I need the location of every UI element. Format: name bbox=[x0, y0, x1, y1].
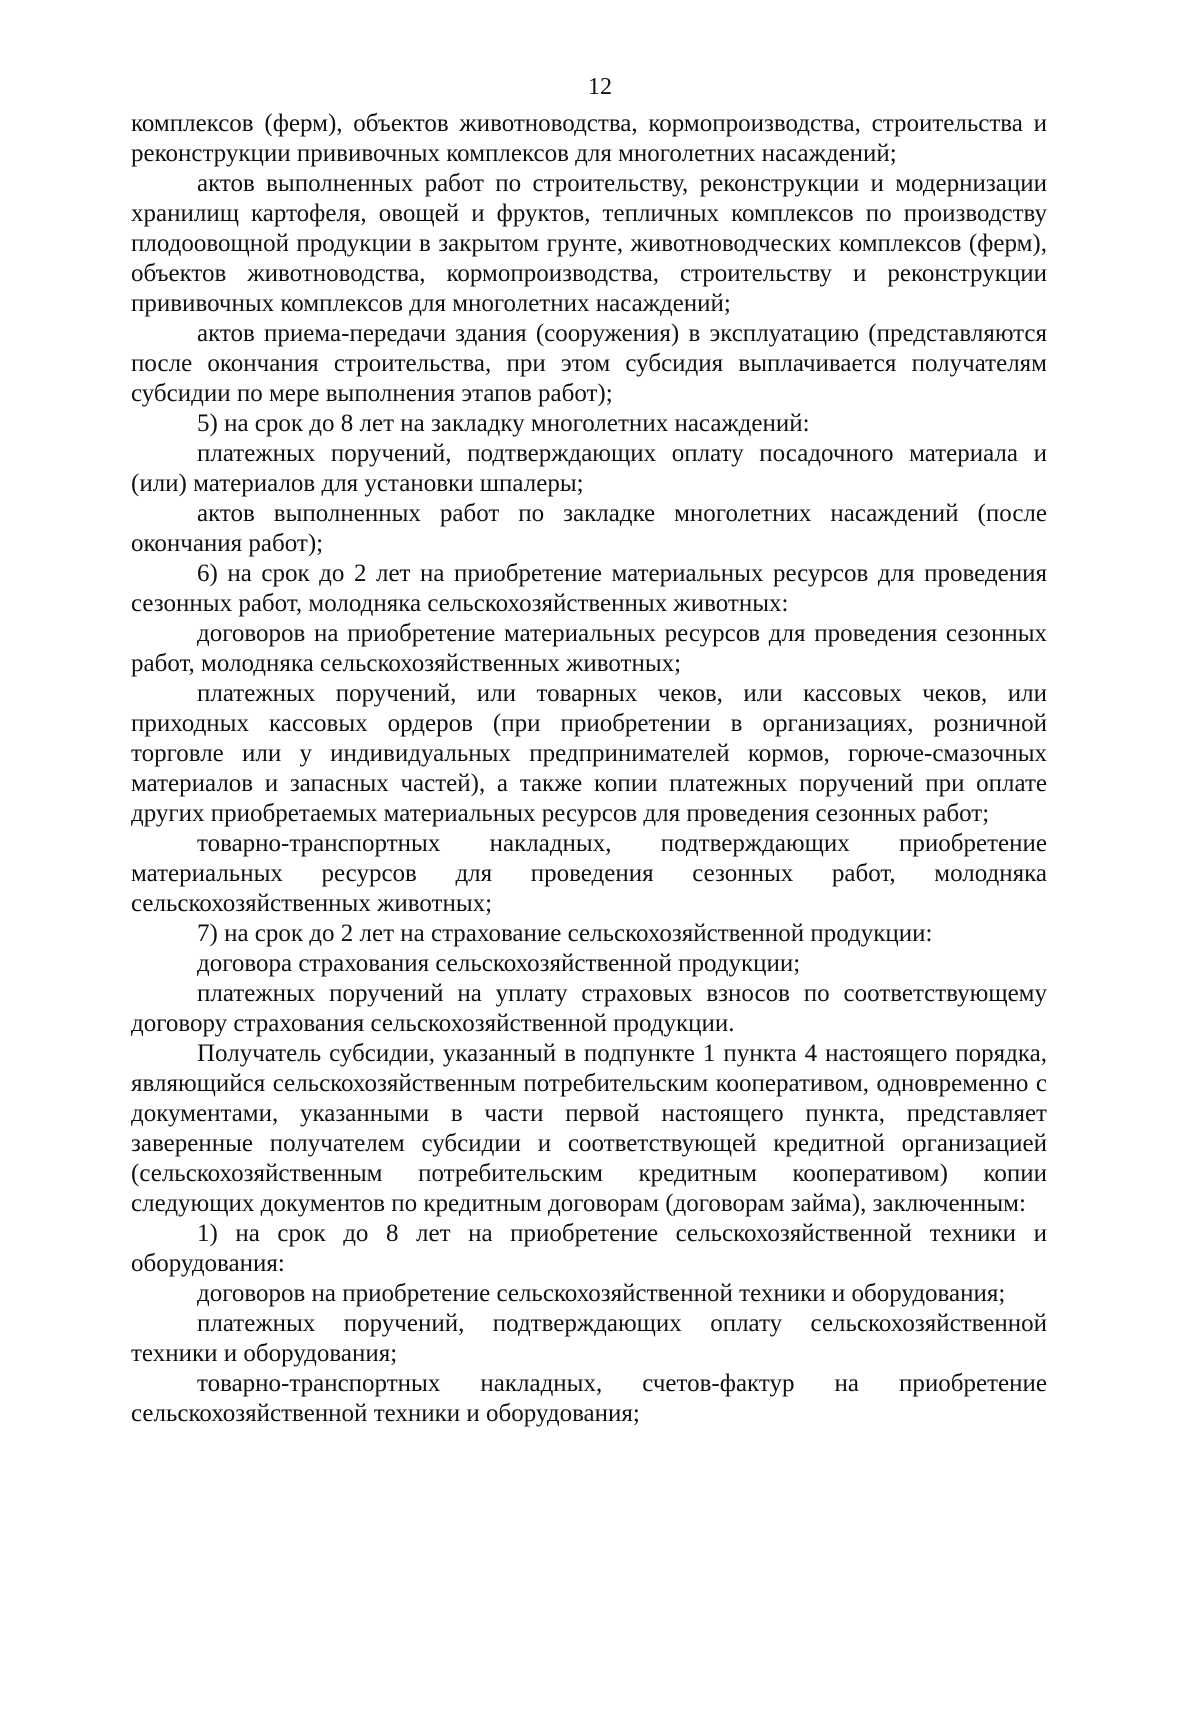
paragraph: платежных поручений, подтверждающих оплату посадочного материала и (или) материалов для установки шпалеры; bbox=[131, 440, 1047, 497]
paragraph: актов выполненных работ по строительству, реконструкции и модернизации хранилищ картофеля, овощей и фруктов, тепличных комплексов по производству плодоовощной продукции в закрытом грунте, животноводческих комплексов (ферм), объектов животноводства, кормопроизводства, строительству и реконструкции прививочных комплексов для многолетних насаждений; bbox=[131, 170, 1047, 317]
paragraph: договоров на приобретение материальных ресурсов для проведения сезонных работ, молодняка сельскохозяйственных животных; bbox=[131, 620, 1047, 677]
page-number: 12 bbox=[588, 74, 612, 100]
paragraph: договора страхования сельскохозяйственной продукции; bbox=[197, 950, 801, 977]
paragraph: комплексов (ферм), объектов животноводства, кормопроизводства, строительства и реконструкции прививочных комплексов для многолетних насаждений; bbox=[131, 110, 1047, 167]
paragraph: 7) на срок до 2 лет на страхование сельскохозяйственной продукции: bbox=[197, 920, 933, 947]
paragraph: 5) на срок до 8 лет на закладку многолетних насаждений: bbox=[197, 410, 810, 437]
paragraph: 1) на срок до 8 лет на приобретение сельскохозяйственной техники и оборудования: bbox=[131, 1220, 1047, 1277]
paragraph: товарно-транспортных накладных, подтверждающих приобретение материальных ресурсов для проведения сезонных работ, молодняка сельскохозяйственных животных; bbox=[131, 830, 1047, 917]
paragraph: 6) на срок до 2 лет на приобретение материальных ресурсов для проведения сезонных работ, молодняка сельскохозяйственных животных: bbox=[131, 560, 1047, 617]
paragraph: актов приема-передачи здания (сооружения) в эксплуатацию (представляются после окончания строительства, при этом субсидия выплачивается получателям субсидии по мере выполнения этапов работ); bbox=[131, 320, 1047, 407]
paragraph: договоров на приобретение сельскохозяйственной техники и оборудования; bbox=[197, 1280, 1006, 1307]
paragraph: платежных поручений на уплату страховых взносов по соответствующему договору страхования сельскохозяйственной продукции. bbox=[131, 980, 1047, 1037]
paragraph: платежных поручений, подтверждающих оплату сельскохозяйственной техники и оборудования; bbox=[131, 1310, 1047, 1367]
paragraph: актов выполненных работ по закладке многолетних насаждений (после окончания работ); bbox=[131, 500, 1047, 557]
paragraph: Получатель субсидии, указанный в подпункте 1 пункта 4 настоящего порядка, являющийся сельскохозяйственным потребительским кооперативом, одновременно с документами, указанными в части первой настоящего пункта, представляет заверенные получателем субсидии и соответствующей кредитной организацией (сельскохозяйственным потребительским кредитным кооперативом) копии следующих документов по кредитным договорам (договорам займа), заключенным: bbox=[131, 1040, 1047, 1217]
paragraph: платежных поручений, или товарных чеков, или кассовых чеков, или приходных кассовых ордеров (при приобретении в организациях, розничной торговле или у индивидуальных предпринимателей кормов, горюче-смазочных материалов и запасных частей), а также копии платежных поручений при оплате других приобретаемых материальных ресурсов для проведения сезонных работ; bbox=[131, 680, 1047, 827]
paragraph: товарно-транспортных накладных, счетов-фактур на приобретение сельскохозяйственной техники и оборудования; bbox=[131, 1370, 1047, 1427]
document-body bbox=[131, 109, 1047, 1429]
